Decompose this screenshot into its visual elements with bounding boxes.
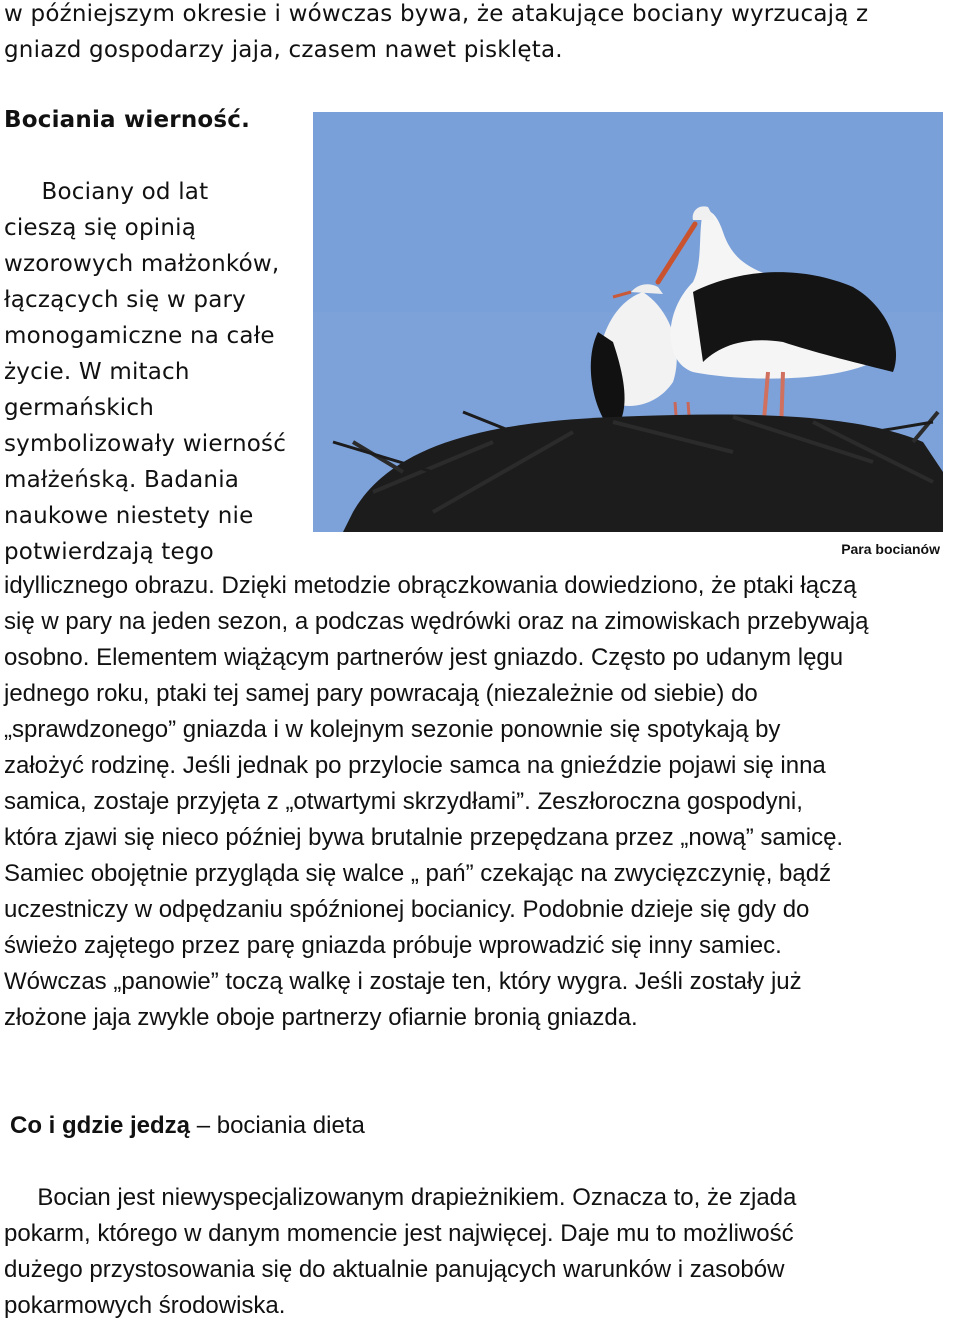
paragraph-line: naukowe niestety nie (4, 503, 254, 529)
paragraph-line: życie. W mitach (4, 359, 190, 385)
paragraph-line: Bocian jest niewyspecjalizowanym drapieżnikiem. Oznacza to, że zjada (4, 1184, 797, 1211)
paragraph-line: która zjawi się nieco później bywa brutalnie przepędzana przez „nową” samicę. (4, 824, 844, 851)
section-heading-rest: – bociania dieta (190, 1112, 365, 1139)
paragraph-line: „sprawdzonego” gniazda i w kolejnym sezonie ponownie się spotykają by (4, 716, 781, 743)
paragraph-line: osobno. Elementem wiążącym partnerów jest gniazdo. Często po udanym lęgu (4, 644, 844, 671)
section-heading-dieta (10, 1108, 365, 1144)
paragraph-line: pokarm, którego w danym momencie jest najwięcej. Daje mu to możliwość (4, 1220, 794, 1247)
paragraph-line: się w pary na jeden sezon, a podczas wędrówki oraz na zimowiskach przebywają (4, 608, 869, 635)
paragraph-line: monogamiczne na całe (4, 323, 275, 349)
paragraph-line: idyllicznego obrazu. Dzięki metodzie obrączkowania dowiedziono, że ptaki łączą (4, 572, 857, 599)
paragraph-line: złożone jaja zwykle oboje partnerzy ofiarnie bronią gniazda. (4, 1004, 638, 1031)
paragraph-line: pokarmowych środowiska. (4, 1292, 286, 1319)
paragraph-line: jednego roku, ptaki tej samej pary powracają (niezależnie od siebie) do (4, 680, 758, 707)
paragraph-line: Bociany od lat (4, 179, 209, 205)
paragraph-line: łączących się w pary (4, 287, 246, 313)
paragraph-line: Samiec obojętnie przygląda się walce „ pań” czekając na zwycięzczynię, bądź (4, 860, 832, 887)
storks-photo (313, 112, 943, 532)
paragraph-line: dużego przystosowania się do aktualnie panujących warunków i zasobów (4, 1256, 785, 1283)
paragraph-line: świeżo zajętego przez parę gniazda próbuje wprowadzić się inny samiec. (4, 932, 782, 959)
paragraph-line: uczestniczy w odpędzaniu spóźnionej bocianicy. Podobnie dzieje się gdy do (4, 896, 810, 923)
paragraph-line: samica, zostaje przyjęta z „otwartymi skrzydłami”. Zeszłoroczna gospodyni, (4, 788, 803, 815)
paragraph-line: cieszą się opinią (4, 215, 197, 241)
paragraph-line: potwierdzają tego (4, 539, 214, 565)
paragraph-line: założyć rodzinę. Jeśli jednak po przylocie samca na gnieździe pojawi się inna (4, 752, 826, 779)
section-heading-wiernosc: Bociania wierność. (4, 107, 251, 133)
paragraph-line: symbolizowały wierność (4, 431, 287, 457)
intro-line-2: gniazd gospodarzy jaja, czasem nawet pisklęta. (4, 37, 563, 63)
paragraph-line: Wówczas „panowie” toczą walkę i zostaje ten, który wygra. Jeśli zostały już (4, 968, 802, 995)
paragraph-line: małżeńską. Badania (4, 467, 240, 493)
storks-on-nest-image (313, 112, 943, 532)
paragraph-line: wzorowych małżonków, (4, 251, 280, 277)
photo-caption: Para bocianów (841, 541, 940, 557)
section-heading-bold: Co i gdzie jedzą (10, 1112, 191, 1139)
paragraph-line: germańskich (4, 395, 154, 421)
intro-line-1: w późniejszym okresie i wówczas bywa, że atakujące bociany wyrzucają z (4, 1, 869, 27)
